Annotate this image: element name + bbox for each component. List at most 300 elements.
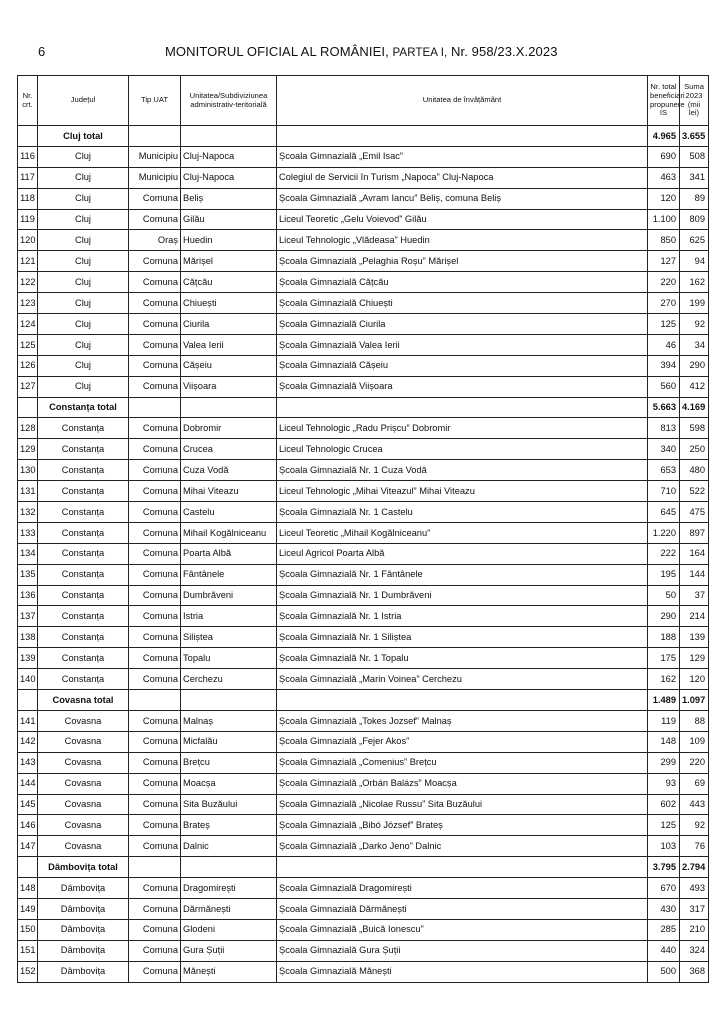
- cell-unitate: Școala Gimnazială Chiuești: [277, 293, 648, 314]
- cell-judet: Constanța: [38, 585, 129, 606]
- cell-nr: 147: [18, 836, 38, 857]
- cell-uat: Mărișel: [181, 251, 277, 272]
- cell-suma: 3.655: [680, 126, 709, 147]
- cell-suma: 139: [680, 627, 709, 648]
- cell-beneficiari: 290: [648, 606, 680, 627]
- cell-nr: 152: [18, 961, 38, 982]
- cell-suma: 480: [680, 460, 709, 481]
- cell-nr: 139: [18, 648, 38, 669]
- cell-uat: Valea Ierii: [181, 334, 277, 355]
- table-row: [18, 272, 709, 293]
- table-row: [18, 606, 709, 627]
- cell-judet: Cluj: [38, 355, 129, 376]
- cell-judet: Cluj: [38, 272, 129, 293]
- cell-uat: [181, 857, 277, 878]
- cell-tip: Comuna: [129, 334, 181, 355]
- cell-judet: Dâmbovița: [38, 898, 129, 919]
- cell-judet: Covasna: [38, 752, 129, 773]
- cell-uat: Topalu: [181, 648, 277, 669]
- cell-nr: 145: [18, 794, 38, 815]
- table-row: [18, 710, 709, 731]
- cell-uat: Cățcău: [181, 272, 277, 293]
- header-judet: Județul: [38, 76, 129, 126]
- cell-judet: Constanța: [38, 418, 129, 439]
- cell-unitate: Liceul Tehnologic „Mihai Viteazul” Mihai Viteazu: [277, 481, 648, 502]
- table-row: [18, 522, 709, 543]
- table-row: [18, 878, 709, 899]
- cell-judet: Cluj: [38, 146, 129, 167]
- cell-nr: 119: [18, 209, 38, 230]
- table-row: [18, 146, 709, 167]
- cell-nr: 132: [18, 502, 38, 523]
- cell-tip: [129, 857, 181, 878]
- cell-nr: 135: [18, 564, 38, 585]
- table-row: [18, 334, 709, 355]
- cell-beneficiari: 1.489: [648, 690, 680, 711]
- cell-unitate: Liceul Teoretic „Gelu Voievod” Gilău: [277, 209, 648, 230]
- cell-tip: [129, 690, 181, 711]
- cell-uat: Dumbrăveni: [181, 585, 277, 606]
- cell-unitate: Școala Gimnazială „Emil Isac”: [277, 146, 648, 167]
- cell-suma: 199: [680, 293, 709, 314]
- cell-beneficiari: 148: [648, 731, 680, 752]
- cell-uat: Cluj-Napoca: [181, 146, 277, 167]
- cell-judet: Cluj: [38, 167, 129, 188]
- cell-beneficiari: 430: [648, 898, 680, 919]
- publication-issue: Nr. 958/23.X.2023: [451, 44, 558, 59]
- cell-nr: 151: [18, 940, 38, 961]
- cell-beneficiari: 46: [648, 334, 680, 355]
- table-row: [18, 627, 709, 648]
- table-row: [18, 773, 709, 794]
- header-unitate: Unitatea de învățământ: [277, 76, 648, 126]
- cell-suma: 809: [680, 209, 709, 230]
- cell-nr: 118: [18, 188, 38, 209]
- cell-tip: Comuna: [129, 669, 181, 690]
- cell-beneficiari: 710: [648, 481, 680, 502]
- cell-judet: Constanța: [38, 543, 129, 564]
- cell-nr: 141: [18, 710, 38, 731]
- cell-nr: 133: [18, 522, 38, 543]
- header-uat: Unitatea/Subdiviziunea administrativ-teritorială: [181, 76, 277, 126]
- cell-nr: 116: [18, 146, 38, 167]
- cell-uat: Chiuești: [181, 293, 277, 314]
- cell-nr: 142: [18, 731, 38, 752]
- table-row: [18, 502, 709, 523]
- cell-suma: 4.169: [680, 397, 709, 418]
- cell-tip: Comuna: [129, 606, 181, 627]
- cell-beneficiari: 50: [648, 585, 680, 606]
- cell-nr: 149: [18, 898, 38, 919]
- cell-nr: [18, 126, 38, 147]
- table-row: [18, 314, 709, 335]
- cell-uat: Cășeiu: [181, 355, 277, 376]
- table-row: [18, 815, 709, 836]
- cell-uat: Micfalău: [181, 731, 277, 752]
- cell-uat: Istria: [181, 606, 277, 627]
- cell-judet: Covasna: [38, 836, 129, 857]
- cell-uat: [181, 690, 277, 711]
- cell-suma: 1.097: [680, 690, 709, 711]
- cell-beneficiari: 93: [648, 773, 680, 794]
- cell-uat: Cluj-Napoca: [181, 167, 277, 188]
- table-row: [18, 188, 709, 209]
- cell-unitate: Școala Gimnazială „Avram Iancu” Beliș, comuna Beliș: [277, 188, 648, 209]
- cell-unitate: Școala Gimnazială Ciurila: [277, 314, 648, 335]
- cell-tip: Comuna: [129, 627, 181, 648]
- cell-tip: Comuna: [129, 961, 181, 982]
- cell-unitate: Liceul Agricol Poarta Albă: [277, 543, 648, 564]
- cell-tip: Municipiu: [129, 167, 181, 188]
- table-row: [18, 251, 709, 272]
- cell-judet: Dâmbovița total: [38, 857, 129, 878]
- cell-nr: 146: [18, 815, 38, 836]
- cell-beneficiari: 5.663: [648, 397, 680, 418]
- header-beneficiari: Nr. total beneficiari propunere IS: [648, 76, 680, 126]
- cell-beneficiari: 285: [648, 919, 680, 940]
- cell-nr: 136: [18, 585, 38, 606]
- cell-tip: Comuna: [129, 940, 181, 961]
- table-row: [18, 940, 709, 961]
- cell-suma: 493: [680, 878, 709, 899]
- header-tip: Tip UAT: [129, 76, 181, 126]
- cell-tip: Comuna: [129, 209, 181, 230]
- cell-tip: Comuna: [129, 794, 181, 815]
- cell-beneficiari: 4.965: [648, 126, 680, 147]
- cell-beneficiari: 127: [648, 251, 680, 272]
- cell-beneficiari: 645: [648, 502, 680, 523]
- cell-unitate: Colegiul de Servicii în Turism „Napoca” Cluj-Napoca: [277, 167, 648, 188]
- cell-nr: 150: [18, 919, 38, 940]
- cell-judet: Cluj: [38, 209, 129, 230]
- cell-judet: Cluj: [38, 376, 129, 397]
- cell-judet: Constanța: [38, 522, 129, 543]
- cell-suma: 214: [680, 606, 709, 627]
- cell-suma: 368: [680, 961, 709, 982]
- cell-tip: Comuna: [129, 502, 181, 523]
- schools-table: [17, 75, 709, 983]
- cell-nr: 127: [18, 376, 38, 397]
- cell-tip: Comuna: [129, 522, 181, 543]
- publication-title: MONITORUL OFICIAL AL ROMÂNIEI,: [165, 44, 389, 59]
- cell-unitate: Școala Gimnazială Nr. 1 Istria: [277, 606, 648, 627]
- cell-tip: Comuna: [129, 418, 181, 439]
- cell-unitate: [277, 690, 648, 711]
- cell-beneficiari: 394: [648, 355, 680, 376]
- cell-suma: 250: [680, 439, 709, 460]
- cell-judet: Covasna: [38, 794, 129, 815]
- cell-beneficiari: 1.100: [648, 209, 680, 230]
- cell-nr: [18, 397, 38, 418]
- page-number: 6: [38, 44, 46, 59]
- cell-unitate: Școala Gimnazială Gura Șuții: [277, 940, 648, 961]
- cell-tip: Comuna: [129, 836, 181, 857]
- cell-nr: 131: [18, 481, 38, 502]
- cell-beneficiari: 602: [648, 794, 680, 815]
- cell-judet: Constanța: [38, 669, 129, 690]
- cell-judet: Covasna: [38, 815, 129, 836]
- cell-judet: Cluj: [38, 251, 129, 272]
- cell-suma: 94: [680, 251, 709, 272]
- cell-uat: Dărmănești: [181, 898, 277, 919]
- table-row: [18, 230, 709, 251]
- cell-uat: Cerchezu: [181, 669, 277, 690]
- cell-beneficiari: 125: [648, 815, 680, 836]
- cell-uat: Gura Șuții: [181, 940, 277, 961]
- cell-judet: Constanța: [38, 481, 129, 502]
- cell-beneficiari: 125: [648, 314, 680, 335]
- cell-suma: 598: [680, 418, 709, 439]
- cell-suma: 37: [680, 585, 709, 606]
- cell-suma: 76: [680, 836, 709, 857]
- cell-judet: Cluj: [38, 314, 129, 335]
- county-total-row: [18, 857, 709, 878]
- cell-tip: Comuna: [129, 710, 181, 731]
- cell-nr: 121: [18, 251, 38, 272]
- cell-unitate: Școala Gimnazială Nr. 1 Castelu: [277, 502, 648, 523]
- cell-suma: 120: [680, 669, 709, 690]
- cell-nr: 117: [18, 167, 38, 188]
- cell-suma: 210: [680, 919, 709, 940]
- cell-unitate: Școala Gimnazială „Darko Jeno” Dalnic: [277, 836, 648, 857]
- cell-suma: 89: [680, 188, 709, 209]
- cell-suma: 88: [680, 710, 709, 731]
- cell-unitate: Școala Gimnazială „Tokes Jozsef” Malnaș: [277, 710, 648, 731]
- table-body: [18, 126, 709, 983]
- cell-tip: Comuna: [129, 376, 181, 397]
- cell-uat: [181, 397, 277, 418]
- cell-suma: 475: [680, 502, 709, 523]
- cell-suma: 164: [680, 543, 709, 564]
- table-header-row: [18, 76, 709, 126]
- cell-judet: Cluj: [38, 230, 129, 251]
- cell-beneficiari: 670: [648, 878, 680, 899]
- table-row: [18, 167, 709, 188]
- cell-unitate: Școala Gimnazială „Orbán Balázs” Moacșa: [277, 773, 648, 794]
- cell-judet: Dâmbovița: [38, 940, 129, 961]
- cell-tip: Comuna: [129, 355, 181, 376]
- table-row: [18, 460, 709, 481]
- cell-beneficiari: 850: [648, 230, 680, 251]
- cell-suma: 324: [680, 940, 709, 961]
- cell-suma: 92: [680, 314, 709, 335]
- cell-nr: 130: [18, 460, 38, 481]
- cell-uat: Mănești: [181, 961, 277, 982]
- table-row: [18, 898, 709, 919]
- cell-nr: 125: [18, 334, 38, 355]
- cell-judet: Covasna: [38, 710, 129, 731]
- cell-uat: Viișoara: [181, 376, 277, 397]
- cell-tip: Comuna: [129, 314, 181, 335]
- cell-unitate: Școala Gimnazială „Marin Voinea” Cerchezu: [277, 669, 648, 690]
- cell-uat: Poarta Albă: [181, 543, 277, 564]
- cell-unitate: [277, 857, 648, 878]
- cell-unitate: Școala Gimnazială „Pelaghia Roșu” Mărișel: [277, 251, 648, 272]
- cell-uat: Mihai Viteazu: [181, 481, 277, 502]
- cell-tip: Comuna: [129, 481, 181, 502]
- cell-uat: Crucea: [181, 439, 277, 460]
- cell-beneficiari: 175: [648, 648, 680, 669]
- cell-tip: [129, 126, 181, 147]
- table-row: [18, 669, 709, 690]
- cell-tip: Comuna: [129, 898, 181, 919]
- cell-uat: Beliș: [181, 188, 277, 209]
- cell-nr: 148: [18, 878, 38, 899]
- cell-judet: Covasna total: [38, 690, 129, 711]
- cell-tip: Comuna: [129, 585, 181, 606]
- cell-nr: 126: [18, 355, 38, 376]
- cell-beneficiari: 119: [648, 710, 680, 731]
- cell-uat: Malnaș: [181, 710, 277, 731]
- cell-nr: 128: [18, 418, 38, 439]
- cell-judet: Cluj total: [38, 126, 129, 147]
- cell-beneficiari: 222: [648, 543, 680, 564]
- header-suma: Suma 2023 (mii lei): [680, 76, 709, 126]
- cell-judet: Constanța total: [38, 397, 129, 418]
- table-row: [18, 752, 709, 773]
- cell-tip: Municipiu: [129, 146, 181, 167]
- cell-unitate: Școala Gimnazială Dragomirești: [277, 878, 648, 899]
- cell-suma: 625: [680, 230, 709, 251]
- cell-beneficiari: 3.795: [648, 857, 680, 878]
- cell-tip: [129, 397, 181, 418]
- cell-beneficiari: 690: [648, 146, 680, 167]
- cell-beneficiari: 188: [648, 627, 680, 648]
- cell-nr: 129: [18, 439, 38, 460]
- cell-uat: Brețcu: [181, 752, 277, 773]
- cell-tip: Comuna: [129, 815, 181, 836]
- cell-unitate: Școala Gimnazială Cățcău: [277, 272, 648, 293]
- cell-suma: 129: [680, 648, 709, 669]
- cell-tip: Comuna: [129, 752, 181, 773]
- cell-unitate: Școala Gimnazială „Nicolae Russu” Sita Buzăului: [277, 794, 648, 815]
- cell-suma: 2.794: [680, 857, 709, 878]
- cell-suma: 162: [680, 272, 709, 293]
- cell-beneficiari: 813: [648, 418, 680, 439]
- table-row: [18, 355, 709, 376]
- cell-judet: Constanța: [38, 648, 129, 669]
- cell-unitate: Școala Gimnazială „Buică Ionescu”: [277, 919, 648, 940]
- cell-suma: 109: [680, 731, 709, 752]
- cell-judet: Dâmbovița: [38, 878, 129, 899]
- publication-part: PARTEA I,: [392, 47, 448, 59]
- cell-uat: Glodeni: [181, 919, 277, 940]
- table-row: [18, 439, 709, 460]
- cell-beneficiari: 560: [648, 376, 680, 397]
- table-row: [18, 481, 709, 502]
- cell-unitate: [277, 126, 648, 147]
- cell-unitate: Școala Gimnazială Valea Ierii: [277, 334, 648, 355]
- cell-uat: Cuza Vodă: [181, 460, 277, 481]
- cell-suma: 290: [680, 355, 709, 376]
- table-row: [18, 564, 709, 585]
- cell-unitate: Școala Gimnazială Dărmănești: [277, 898, 648, 919]
- cell-suma: 34: [680, 334, 709, 355]
- header-nr: Nr. crt.: [18, 76, 38, 126]
- table-row: [18, 293, 709, 314]
- cell-nr: [18, 857, 38, 878]
- cell-tip: Comuna: [129, 648, 181, 669]
- cell-unitate: Școala Gimnazială „Bibó József” Brateș: [277, 815, 648, 836]
- cell-suma: 897: [680, 522, 709, 543]
- cell-tip: Comuna: [129, 272, 181, 293]
- cell-tip: Comuna: [129, 564, 181, 585]
- cell-unitate: Școala Gimnazială Nr. 1 Topalu: [277, 648, 648, 669]
- cell-beneficiari: 120: [648, 188, 680, 209]
- cell-uat: Fântânele: [181, 564, 277, 585]
- table-row: [18, 209, 709, 230]
- cell-judet: Constanța: [38, 606, 129, 627]
- cell-uat: Dobromir: [181, 418, 277, 439]
- cell-uat: Ciurila: [181, 314, 277, 335]
- cell-unitate: Școala Gimnazială Cășeiu: [277, 355, 648, 376]
- table-row: [18, 961, 709, 982]
- cell-suma: 317: [680, 898, 709, 919]
- cell-unitate: Școala Gimnazială „Comenius” Brețcu: [277, 752, 648, 773]
- cell-uat: Sita Buzăului: [181, 794, 277, 815]
- cell-tip: Comuna: [129, 919, 181, 940]
- cell-nr: 123: [18, 293, 38, 314]
- cell-unitate: Liceul Tehnologic „Radu Prișcu” Dobromir: [277, 418, 648, 439]
- cell-suma: 144: [680, 564, 709, 585]
- cell-unitate: Școala Gimnazială Mănești: [277, 961, 648, 982]
- cell-beneficiari: 299: [648, 752, 680, 773]
- county-total-row: [18, 690, 709, 711]
- cell-uat: Huedin: [181, 230, 277, 251]
- cell-tip: Oraș: [129, 230, 181, 251]
- cell-suma: 508: [680, 146, 709, 167]
- cell-suma: 69: [680, 773, 709, 794]
- table-row: [18, 376, 709, 397]
- cell-nr: 137: [18, 606, 38, 627]
- cell-nr: 140: [18, 669, 38, 690]
- cell-unitate: Școala Gimnazială Viișoara: [277, 376, 648, 397]
- cell-unitate: Școala Gimnazială Nr. 1 Fântânele: [277, 564, 648, 585]
- page-header: [165, 44, 558, 59]
- cell-unitate: Școala Gimnazială „Fejer Akos”: [277, 731, 648, 752]
- cell-judet: Dâmbovița: [38, 919, 129, 940]
- cell-suma: 341: [680, 167, 709, 188]
- cell-nr: 122: [18, 272, 38, 293]
- cell-beneficiari: 103: [648, 836, 680, 857]
- cell-unitate: Liceul Tehnologic „Vlădeasa” Huedin: [277, 230, 648, 251]
- cell-beneficiari: 653: [648, 460, 680, 481]
- table-row: [18, 543, 709, 564]
- cell-tip: Comuna: [129, 543, 181, 564]
- cell-unitate: Școala Gimnazială Nr. 1 Dumbrăveni: [277, 585, 648, 606]
- cell-unitate: Liceul Tehnologic Crucea: [277, 439, 648, 460]
- table-row: [18, 731, 709, 752]
- cell-suma: 92: [680, 815, 709, 836]
- county-total-row: [18, 397, 709, 418]
- cell-uat: Dalnic: [181, 836, 277, 857]
- cell-tip: Comuna: [129, 188, 181, 209]
- cell-judet: Constanța: [38, 502, 129, 523]
- cell-beneficiari: 500: [648, 961, 680, 982]
- cell-tip: Comuna: [129, 773, 181, 794]
- county-total-row: [18, 126, 709, 147]
- cell-tip: Comuna: [129, 293, 181, 314]
- cell-tip: Comuna: [129, 878, 181, 899]
- cell-judet: Covasna: [38, 731, 129, 752]
- cell-tip: Comuna: [129, 439, 181, 460]
- cell-uat: Castelu: [181, 502, 277, 523]
- cell-unitate: Liceul Teoretic „Mihail Kogălniceanu”: [277, 522, 648, 543]
- table-row: [18, 919, 709, 940]
- cell-nr: 134: [18, 543, 38, 564]
- cell-suma: 443: [680, 794, 709, 815]
- cell-judet: Cluj: [38, 188, 129, 209]
